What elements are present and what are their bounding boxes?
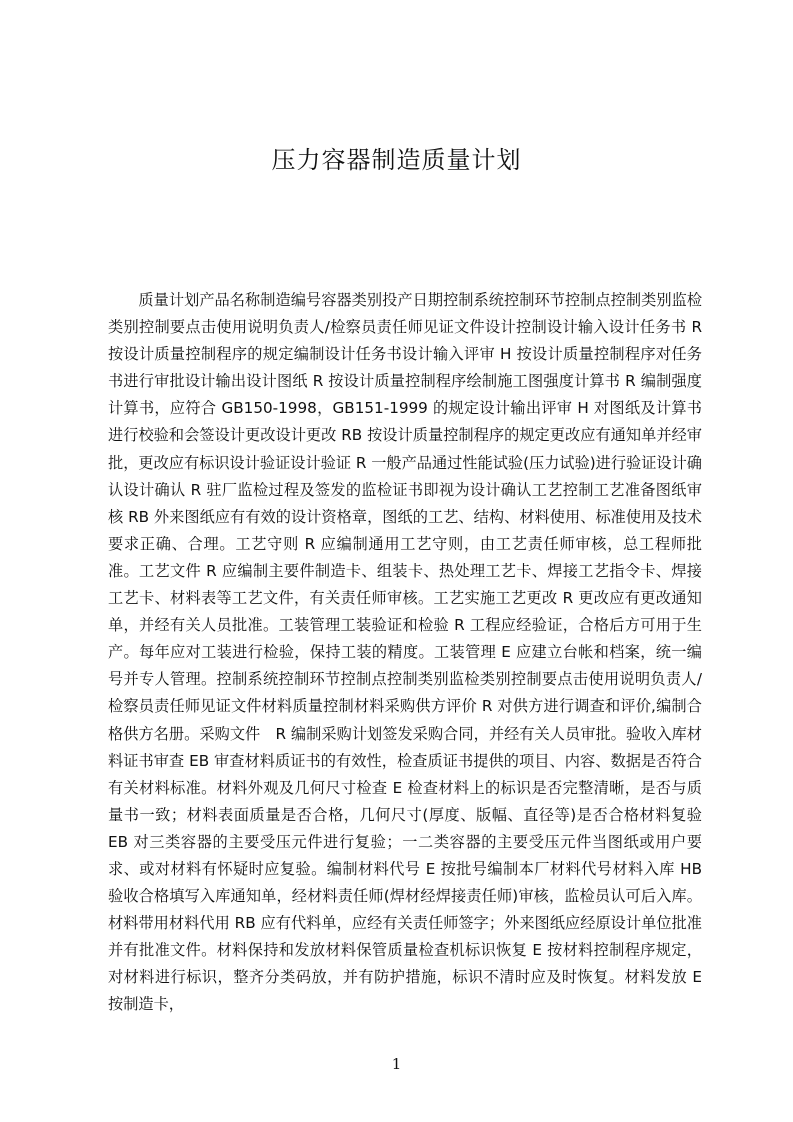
document-title: 压力容器制造质量计划 [271, 146, 522, 174]
page-number: 1 [391, 1055, 402, 1073]
body-paragraph: 质量计划产品名称制造编号容器类别投产日期控制系统控制环节控制点控制类别监检类别控制要点击使用说明负责人/检察员责任师见证文件设计控制设计输入设计任务书 R 按设计质量控制程序的规定编制设计任务书设计输入评审 H 按设计质量控制程序对任务书进行审批设计输出设计图纸 R 按设计质量控制程序绘制施工图强度计算书 R 编制强度计算书，应符合 GB150-1998，GB151-1999 的规定设计输出评审 H 对图纸及计算书进行校验和会签设计更改设计更改 RB 按设计质量控制程序的规定更改应有通知单并经审批，更改应有标识设计验证设计验证 R 一般产品通过性能试验(压力试验)进行验证设计确认设计确认 R 驻厂监检过程及签发的监检证书即视为设计确认工艺控制工艺准备图纸审核 RB 外来图纸应有有效的设计资格章，图纸的工艺、结构、材料使用、标准使用及技术要求正确、合理。工艺守则 R 应编制通用工艺守则，由工艺责任师审核，总工程师批准。工艺文件 R 应编制主要件制造卡、组装卡、热处理工艺卡、焊接工艺指令卡、焊接工艺卡、材料表等工艺文件，有关责任师审核。工艺实施工艺更改 R 更改应有更改通知单，并经有关人员批准。工装管理工装验证和检验 R 工程应经验证，合格后方可用于生产。每年应对工装进行检验，保持工装的精度。工装管理 E 应建立台帐和档案，统一编号并专人管理。控制系统控制环节控制点控制类别监检类别控制要点击使用说明负责人/检察员责任师见证文件材料质量控制材料采购供方评价 R 对供方进行调查和评价,编制合格供方名册。采购文件 R 编制采购计划签发采购合同，并经有关人员审批。验收入库材料证书审查 EB 审查材料质证书的有效性，检查质证书提供的项目、内容、数据是否符合有关材料标准。材料外观及几何尺寸检查 E 检查材料上的标识是否完整清晰，是否与质量书一致；材料表面质量是否合格，几何尺寸(厚度、版幅、直径等)是否合格材料复验 EB 对三类容器的主要受压元件进行复验；一二类容器的主要受压元件当图纸或用户要求、或对材料有怀疑时应复验。编制材料代号 E 按批号编制本厂材料代号材料入库 HB 验收合格填写入库通知单，经材料责任师(焊材经焊接责任师)审核，监检员认可后入库。材料带用材料代用 RB 应有代料单，应经有关责任师签字；外来图纸应经原设计单位批准并有批准文件。材料保持和发放材料保管质量检查机标识恢复 E 按材料控制程序规定，对材料进行标识，整齐分类码放，并有防护措施，标识不清时应及时恢复。材料发放 E 按制造卡， [108, 291, 702, 1014]
